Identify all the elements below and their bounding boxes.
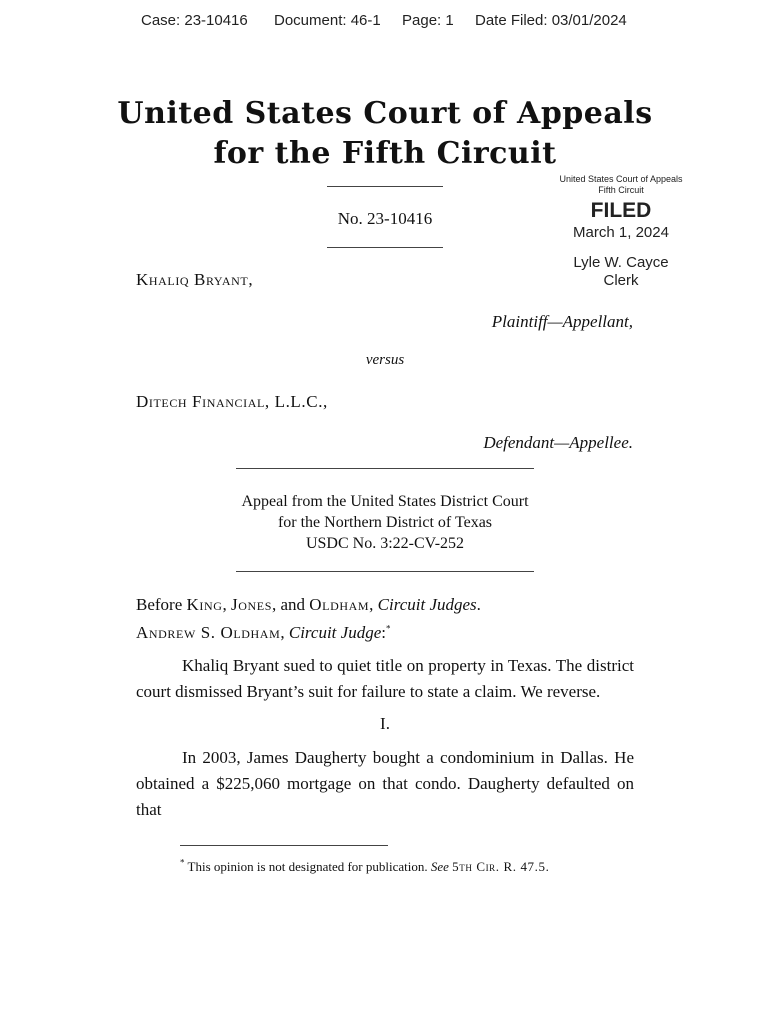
date-filed-stamp: Date Filed: 03/01/2024 — [475, 12, 627, 29]
plaintiff-name: Khaliq Bryant, — [136, 270, 254, 289]
plaintiff-role: Plaintiff—Appellant, — [491, 312, 633, 331]
divider — [327, 186, 443, 187]
judge-jones: Jones — [231, 595, 272, 614]
filed-date: March 1, 2024 — [573, 224, 669, 241]
judge-oldham: Oldham — [309, 595, 370, 614]
filed-label: FILED — [590, 199, 652, 222]
versus-label: versus — [365, 352, 405, 368]
author-name: Andrew S. Oldham — [136, 623, 281, 642]
clerk-name: Lyle W. Cayce — [573, 254, 669, 271]
panel-separator: , — [369, 595, 374, 614]
footnote-cite: 5th Cir. R. 47.5. — [452, 859, 550, 874]
footnote — [180, 859, 549, 875]
circuit-judges-label: Circuit Judges — [377, 595, 477, 614]
appeal-line1: Appeal from the United States District Court — [241, 493, 529, 510]
page-number-stamp: Page: 1 — [402, 12, 454, 29]
court-title-line1: United States Court of Appeals — [117, 96, 653, 131]
judge-king: King — [186, 595, 223, 614]
section-heading: I. — [380, 714, 390, 733]
author-title: Circuit Judge — [288, 623, 382, 642]
filed-stamp-court: United States Court of Appeals — [559, 174, 683, 184]
defendant-role: Defendant—Appellee. — [483, 433, 633, 452]
panel-separator: , — [222, 595, 227, 614]
author-separator: , — [280, 623, 285, 642]
filed-stamp — [555, 174, 687, 290]
document-number-stamp: Document: 46-1 — [274, 12, 381, 29]
panel-line — [136, 595, 481, 615]
opinion-paragraph: In 2003, James Daugherty bought a condominium in Dallas. He obtained a $225,060 mortgage on that condo. Daugherty defaulted on that — [136, 748, 634, 819]
footnote-see: See — [430, 859, 449, 874]
appeal-line2: for the Northern District of Texas — [277, 514, 493, 531]
before-label: Before — [136, 595, 183, 614]
divider — [236, 468, 534, 469]
divider — [327, 247, 443, 248]
panel-end: . — [476, 595, 481, 614]
footnote-marker: * — [180, 857, 185, 868]
filed-stamp-circuit: Fifth Circuit — [598, 185, 644, 195]
footnote-marker[interactable]: * — [385, 623, 391, 634]
case-number-stamp: Case: 23-10416 — [141, 12, 248, 29]
court-title-line2: for the Fifth Circuit — [213, 136, 557, 171]
appeal-line3: USDC No. 3:22-CV-252 — [305, 535, 465, 552]
filing-header — [0, 12, 770, 34]
author-colon: : — [381, 623, 386, 642]
case-number: No. 23-10416 — [337, 209, 433, 228]
footnote-divider — [180, 845, 388, 846]
panel-separator: , and — [271, 595, 306, 614]
author-line — [136, 623, 390, 643]
opinion-paragraph: Khaliq Bryant sued to quiet title on property in Texas. The district court dismissed Bryant’s suit for failure to state a claim. We reverse. — [136, 656, 634, 701]
footnote-text: This opinion is not designated for publication. — [187, 859, 428, 874]
divider — [236, 571, 534, 572]
clerk-title: Clerk — [603, 272, 639, 289]
defendant-name: Ditech Financial, L.L.C., — [136, 392, 328, 411]
